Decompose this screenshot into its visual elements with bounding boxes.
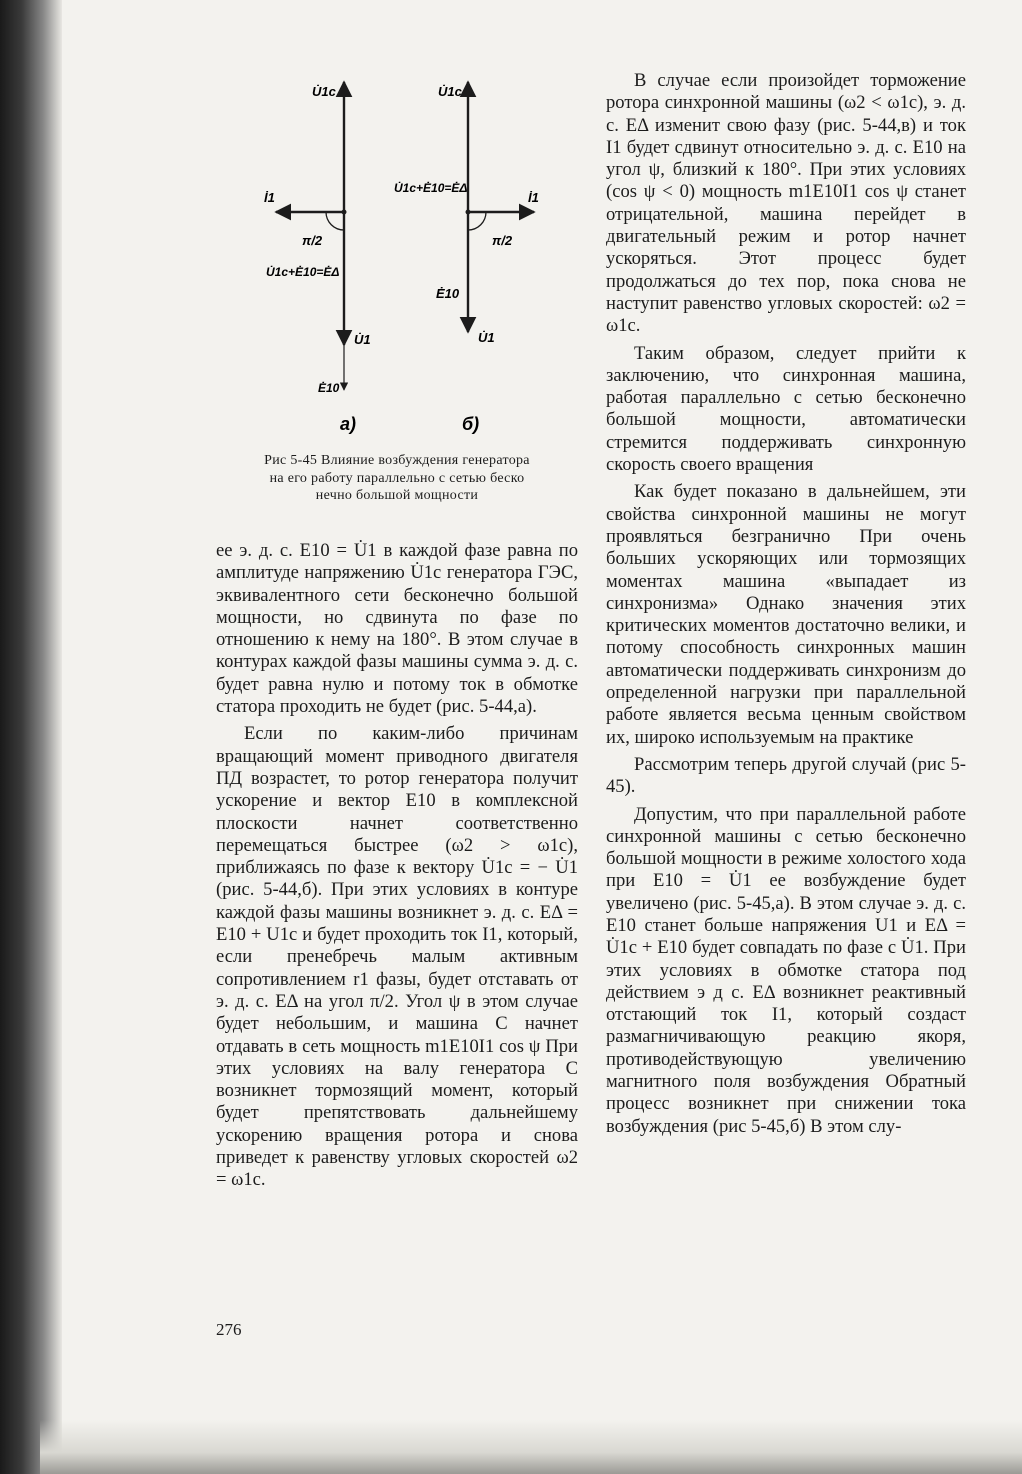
label-angle-a: π/2: [302, 233, 323, 248]
origin-point-b: [466, 210, 471, 215]
page-number: 276: [216, 1320, 242, 1339]
label-e10-b: Ė10: [436, 286, 460, 301]
caption-line: Рис 5-45 Влияние возбуждения генератора: [264, 453, 530, 468]
label-e10-a: Ė10: [318, 381, 340, 395]
caption-line: нечно большой мощности: [315, 488, 479, 503]
angle-arc-b: [468, 212, 486, 230]
panel-label-b: б): [462, 414, 480, 434]
left-text-column: [216, 540, 578, 1192]
label-sum-b: U̇1c+Ė10=ĖΔ: [394, 181, 468, 195]
book-binding-shadow: [0, 0, 62, 1474]
label-u1c-b: U̇1c: [438, 84, 462, 99]
paragraph: Рассмотрим теперь другой случай (рис 5-45).: [606, 753, 966, 798]
vector-diagram-figure: [216, 70, 578, 438]
label-i1-b: İ1: [528, 190, 539, 205]
label-sum-a: U̇1c+Ė10=ĖΔ: [266, 265, 340, 279]
label-i1-a: İ1: [264, 190, 275, 205]
origin-point-a: [342, 210, 347, 215]
diagram-panel-a: [264, 82, 371, 434]
label-u1-b: U̇1: [478, 330, 495, 345]
paragraph: Если по каким-либо причинам вращающий момент приводного двигателя ПД возрастет, то ротор генератора получит ускорение и вектор E10 в комплексной плоскости начнет соответственно перемещаться быстрее (ω2 > ω1c), приближаясь по фазе к вектору U̇1c = − U̇1 (рис. 5-44,б). При этих условиях в контуре каждой фазы машины возникнет э. д. с. EΔ = E10 + U1c и будет проходить ток I1, который, если пренебречь малым активным сопротивлением r1 фазы, будет отставать от э. д. с. EΔ на угол π/2. Угол ψ в этом случае будет небольшим, и машина C начнет отдавать в сеть мощность m1E10I1 cos ψ При этих условиях на валу генератора C возникнет тормозящий момент, который будет препятствовать дальнейшему ускорению вращения ротора и снова приведет к равенству угловых скоростей ω2 = ω1c.: [216, 723, 578, 1191]
paragraph: В случае если произойдет торможение ротора синхронной машины (ω2 < ω1c), э. д. с. EΔ изменит свою фазу (рис. 5-44,в) и ток I1 будет сдвинут относительно э. д. с. E10 на угол ψ, близкий к 180°. При этих условиях (cos ψ < 0) мощность m1E10I1 cos ψ станет отрицательной, машина перейдет в двигательный режим и ротор начнет ускоряться. Этот процесс будет продолжаться до тех пор, пока снова не наступит равенство угловых скоростей: ω2 = ω1c.: [606, 70, 966, 337]
angle-arc-a: [326, 212, 344, 230]
paragraph: Допустим, что при параллельной работе синхронной машины с сетью бесконечно большой мощности в режиме холостого хода при E10 = U̇1 ее возбуждение будет увеличено (рис. 5-45,а). В этом случае э. д. с. E10 станет больше напряжения U1 и EΔ = U̇1c + E10 будет совпадать по фазе с U̇1. При этих условиях в обмотке статора под действием э д с. EΔ возникнет реактивный отстающий ток I1, который создаст размагничивающую реакцию якоря, противодействующую увеличению магнитного поля возбуждения Обратный процесс возникнет при снижении тока возбуждения (рис 5-45,б) В этом слу-: [606, 803, 966, 1137]
panel-label-a: а): [340, 414, 357, 434]
right-text-column: [606, 70, 966, 1138]
label-u1c-a: U̇1c: [312, 84, 336, 99]
figure-caption: [216, 452, 578, 505]
diagram-panel-b: [394, 82, 539, 434]
paragraph: ее э. д. с. E10 = U̇1 в каждой фазе равна по амплитуде напряжению U̇1c генератора ГЭС, эквивалентного сети бесконечно большой мощности, но сдвинута по фазе по отношению к нему на 180°. В этом случае в контурах каждой фазы машины сумма э. д. с. будет равна нулю и потому ток в обмотке статора проходить не будет (рис. 5-44,а).: [216, 540, 578, 718]
paragraph: Как будет показано в дальнейшем, эти свойства синхронной машины не могут проявляться безгранично При очень больших ускоряющих или тормозящих моментах машина «выпадает из синхронизма» Однако значения этих критических моментов достаточно велики, и потому способность синхронных машин автоматически поддерживать синхронизм до определенной нагрузки при параллельной работе является весьма ценным свойством их, широко используемым на практике: [606, 481, 966, 748]
label-u1-a: U̇1: [354, 332, 371, 347]
page-bottom-shadow: [40, 1420, 1022, 1474]
paragraph: Таким образом, следует прийти к заключению, что синхронная машина, работая параллельно с сетью бесконечно большой мощности, автоматически стремится поддерживать синхронную скорость своего вращения: [606, 342, 966, 476]
caption-line: на его работу параллельно с сетью беско: [269, 470, 525, 486]
label-angle-b: π/2: [492, 233, 513, 248]
